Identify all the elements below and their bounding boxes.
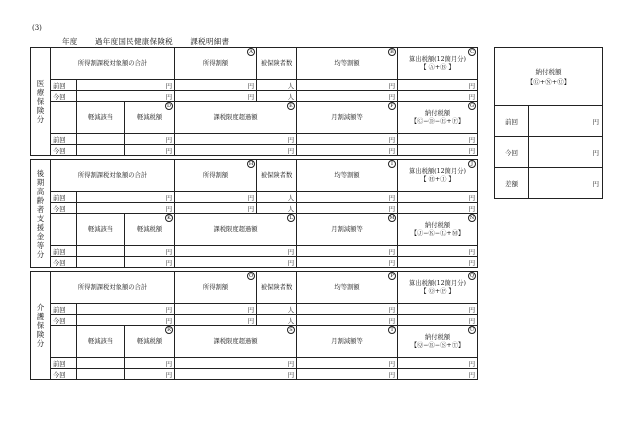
summary-prev-label: 前回 bbox=[495, 106, 529, 137]
tax-kind: 過年度国民健康保険税 bbox=[94, 37, 173, 46]
header-income-total: 所得割課税対象額の合計 bbox=[51, 160, 175, 192]
amount-field[interactable]: 円 bbox=[297, 192, 398, 203]
header-equal-levy: 均等割額 I bbox=[297, 160, 398, 192]
circle-mark: C bbox=[468, 48, 476, 56]
circle-mark: T bbox=[388, 326, 396, 334]
header-income-levy: 所得割額 H bbox=[175, 160, 257, 192]
header-limit-excess: 課税限度超過額 S bbox=[175, 326, 297, 358]
amount-field[interactable]: 円 bbox=[175, 257, 297, 268]
amount-field[interactable]: 円 bbox=[297, 315, 398, 326]
amount-field[interactable]: 円 bbox=[398, 315, 478, 326]
header-reduction-applicable: 軽減該当 bbox=[77, 214, 125, 246]
circle-mark: E bbox=[287, 102, 295, 110]
section-side-label: 後期高齢者支援金等分 bbox=[31, 160, 51, 268]
year-label: 年度 bbox=[62, 37, 78, 46]
circle-mark: Q bbox=[469, 273, 475, 279]
header-monthly-reduction: 月割減額等 M bbox=[297, 214, 398, 246]
amount-field[interactable]: 円 bbox=[175, 246, 297, 257]
amount-field[interactable]: 円 bbox=[297, 145, 398, 156]
amount-field[interactable]: 円 bbox=[398, 257, 478, 268]
count-field[interactable]: 人 bbox=[257, 315, 297, 326]
header-reduction-tax: 軽減税額 D bbox=[125, 102, 175, 134]
amount-field[interactable]: 円 bbox=[297, 203, 398, 214]
amount-field[interactable]: 円 bbox=[297, 358, 398, 369]
amount-field[interactable]: 円 bbox=[297, 134, 398, 145]
header-computed-tax: 算出税額(12箇月分) 【 Ⓐ+Ⓑ 】 C bbox=[398, 48, 478, 80]
header-insured-count: 被保険者数 bbox=[257, 48, 297, 80]
circle-mark: I bbox=[388, 160, 396, 168]
amount-field[interactable]: 円 bbox=[77, 315, 175, 326]
header-income-total: 所得割課税対象額の合計 bbox=[51, 48, 175, 80]
amount-field[interactable]: 円 bbox=[175, 80, 257, 91]
amount-field[interactable]: 円 bbox=[398, 358, 478, 369]
header-income-levy: 所得割額 O bbox=[175, 272, 257, 304]
amount-field[interactable]: 円 bbox=[77, 192, 175, 203]
amount-field[interactable]: 円 bbox=[125, 145, 175, 156]
count-field[interactable]: 人 bbox=[257, 203, 297, 214]
summary-prev-value[interactable]: 円 bbox=[529, 106, 603, 137]
row-label-prev: 前回 bbox=[51, 358, 77, 369]
amount-field[interactable]: 円 bbox=[175, 192, 257, 203]
amount-field[interactable]: 円 bbox=[297, 80, 398, 91]
header-monthly-reduction: 月割減額等 F bbox=[297, 102, 398, 134]
summary-table bbox=[494, 47, 603, 199]
section-side-label: 医療保険分 bbox=[31, 48, 51, 156]
row-label-prev: 前回 bbox=[51, 134, 77, 145]
header-equal-levy: 均等割額 B bbox=[297, 48, 398, 80]
summary-curr-value[interactable]: 円 bbox=[529, 137, 603, 168]
section-side-label: 介護保険分 bbox=[31, 272, 51, 380]
amount-field[interactable]: 円 bbox=[398, 80, 478, 91]
amount-field[interactable]: 円 bbox=[297, 91, 398, 102]
amount-field[interactable]: 円 bbox=[297, 369, 398, 380]
amount-field[interactable]: 円 bbox=[125, 246, 175, 257]
header-reduction-tax: 軽減税額 K bbox=[125, 214, 175, 246]
summary-head-label: 納付税額 bbox=[535, 67, 562, 76]
amount-field[interactable]: 円 bbox=[297, 257, 398, 268]
row-label-curr: 今回 bbox=[51, 315, 77, 326]
header-computed-tax: 算出税額(12箇月分) 【 Ⓗ+Ⓘ 】 J bbox=[398, 160, 478, 192]
header-equal-levy: 均等割額 P bbox=[297, 272, 398, 304]
amount-field[interactable]: 円 bbox=[125, 369, 175, 380]
amount-field[interactable]: 円 bbox=[77, 304, 175, 315]
amount-field[interactable]: 円 bbox=[398, 91, 478, 102]
circle-mark: S bbox=[287, 326, 295, 334]
blank-cell[interactable] bbox=[77, 246, 125, 257]
row-label-curr: 今回 bbox=[51, 203, 77, 214]
count-field[interactable]: 人 bbox=[257, 192, 297, 203]
amount-field[interactable]: 円 bbox=[175, 203, 257, 214]
header-spacer bbox=[51, 326, 77, 358]
circle-mark: O bbox=[248, 273, 254, 279]
amount-field[interactable]: 円 bbox=[398, 304, 478, 315]
section-number: (3) bbox=[32, 24, 42, 32]
count-field[interactable]: 人 bbox=[257, 91, 297, 102]
row-label-prev: 前回 bbox=[51, 304, 77, 315]
amount-field[interactable]: 円 bbox=[175, 315, 257, 326]
circle-mark: D bbox=[166, 103, 171, 109]
circle-mark: B bbox=[388, 48, 396, 56]
blank-cell[interactable] bbox=[77, 369, 125, 380]
header-payment-tax: 納付税額 【Ⓙ−Ⓚ−Ⓛ+Ⓜ】 N bbox=[398, 214, 478, 246]
row-label-prev: 前回 bbox=[51, 80, 77, 91]
amount-field[interactable]: 円 bbox=[398, 369, 478, 380]
circle-mark: N bbox=[469, 215, 475, 221]
header-limit-excess: 課税限度超過額 E bbox=[175, 102, 297, 134]
amount-field[interactable]: 円 bbox=[175, 304, 257, 315]
header-reduction-applicable: 軽減該当 bbox=[77, 102, 125, 134]
circle-mark: A bbox=[247, 48, 255, 56]
row-label-curr: 今回 bbox=[51, 369, 77, 380]
circle-mark: L bbox=[287, 214, 295, 222]
count-field[interactable]: 人 bbox=[257, 304, 297, 315]
amount-field[interactable]: 円 bbox=[175, 145, 297, 156]
amount-field[interactable]: 円 bbox=[297, 246, 398, 257]
circle-mark: R bbox=[165, 326, 173, 334]
circle-mark: U bbox=[469, 327, 475, 333]
header-limit-excess: 課税限度超過額 L bbox=[175, 214, 297, 246]
header-payment-tax: 納付税額 【Ⓒ−Ⓓ−Ⓔ+Ⓕ】 G bbox=[398, 102, 478, 134]
amount-field[interactable]: 円 bbox=[297, 304, 398, 315]
count-field[interactable]: 人 bbox=[257, 80, 297, 91]
header-income-levy: 所得割額 A bbox=[175, 48, 257, 80]
header-reduction-applicable: 軽減該当 bbox=[77, 326, 125, 358]
header-insured-count: 被保険者数 bbox=[257, 160, 297, 192]
row-label-curr: 今回 bbox=[51, 145, 77, 156]
amount-field[interactable]: 円 bbox=[175, 358, 297, 369]
header-spacer bbox=[51, 102, 77, 134]
row-label-curr: 今回 bbox=[51, 91, 77, 102]
section-table bbox=[30, 159, 478, 268]
blank-cell[interactable] bbox=[77, 145, 125, 156]
header-payment-tax: 納付税額 【Ⓠ−Ⓡ−Ⓢ+Ⓣ】 U bbox=[398, 326, 478, 358]
amount-field[interactable]: 円 bbox=[398, 246, 478, 257]
form-title bbox=[62, 36, 229, 47]
row-label-prev: 前回 bbox=[51, 246, 77, 257]
circle-mark: G bbox=[470, 103, 474, 109]
amount-field[interactable]: 円 bbox=[125, 134, 175, 145]
header-insured-count: 被保険者数 bbox=[257, 272, 297, 304]
circle-mark: K bbox=[165, 214, 173, 222]
amount-field[interactable]: 円 bbox=[175, 91, 257, 102]
amount-field[interactable]: 円 bbox=[398, 192, 478, 203]
amount-field[interactable]: 円 bbox=[398, 145, 478, 156]
header-spacer bbox=[51, 214, 77, 246]
circle-mark: F bbox=[388, 102, 396, 110]
doc-name: 課税明細書 bbox=[190, 37, 230, 46]
amount-field[interactable]: 円 bbox=[175, 369, 297, 380]
section-table bbox=[30, 47, 478, 156]
circle-mark: H bbox=[248, 161, 254, 167]
amount-field[interactable]: 円 bbox=[77, 80, 175, 91]
amount-field[interactable]: 円 bbox=[125, 257, 175, 268]
blank-cell[interactable] bbox=[77, 257, 125, 268]
header-computed-tax: 算出税額(12箇月分) 【 Ⓞ+Ⓟ 】 Q bbox=[398, 272, 478, 304]
summary-curr-label: 今回 bbox=[495, 137, 529, 168]
amount-field[interactable]: 円 bbox=[398, 134, 478, 145]
amount-field[interactable]: 円 bbox=[77, 203, 175, 214]
summary-header bbox=[495, 48, 603, 106]
header-reduction-tax: 軽減税額 R bbox=[125, 326, 175, 358]
summary-diff-label: 差額 bbox=[495, 168, 529, 199]
circle-mark: P bbox=[388, 272, 396, 280]
row-label-curr: 今回 bbox=[51, 257, 77, 268]
amount-field[interactable]: 円 bbox=[125, 358, 175, 369]
amount-field[interactable]: 円 bbox=[77, 91, 175, 102]
circle-mark: M bbox=[389, 215, 395, 221]
summary-formula: 【Ⓖ+Ⓝ+Ⓤ】 bbox=[526, 77, 571, 86]
section-table bbox=[30, 271, 478, 380]
header-monthly-reduction: 月割減額等 T bbox=[297, 326, 398, 358]
blank-cell[interactable] bbox=[77, 358, 125, 369]
circle-mark: J bbox=[468, 160, 476, 168]
summary-diff-value[interactable]: 円 bbox=[529, 168, 603, 199]
amount-field[interactable]: 円 bbox=[175, 134, 297, 145]
row-label-prev: 前回 bbox=[51, 192, 77, 203]
header-income-total: 所得割課税対象額の合計 bbox=[51, 272, 175, 304]
blank-cell[interactable] bbox=[77, 134, 125, 145]
amount-field[interactable]: 円 bbox=[398, 203, 478, 214]
